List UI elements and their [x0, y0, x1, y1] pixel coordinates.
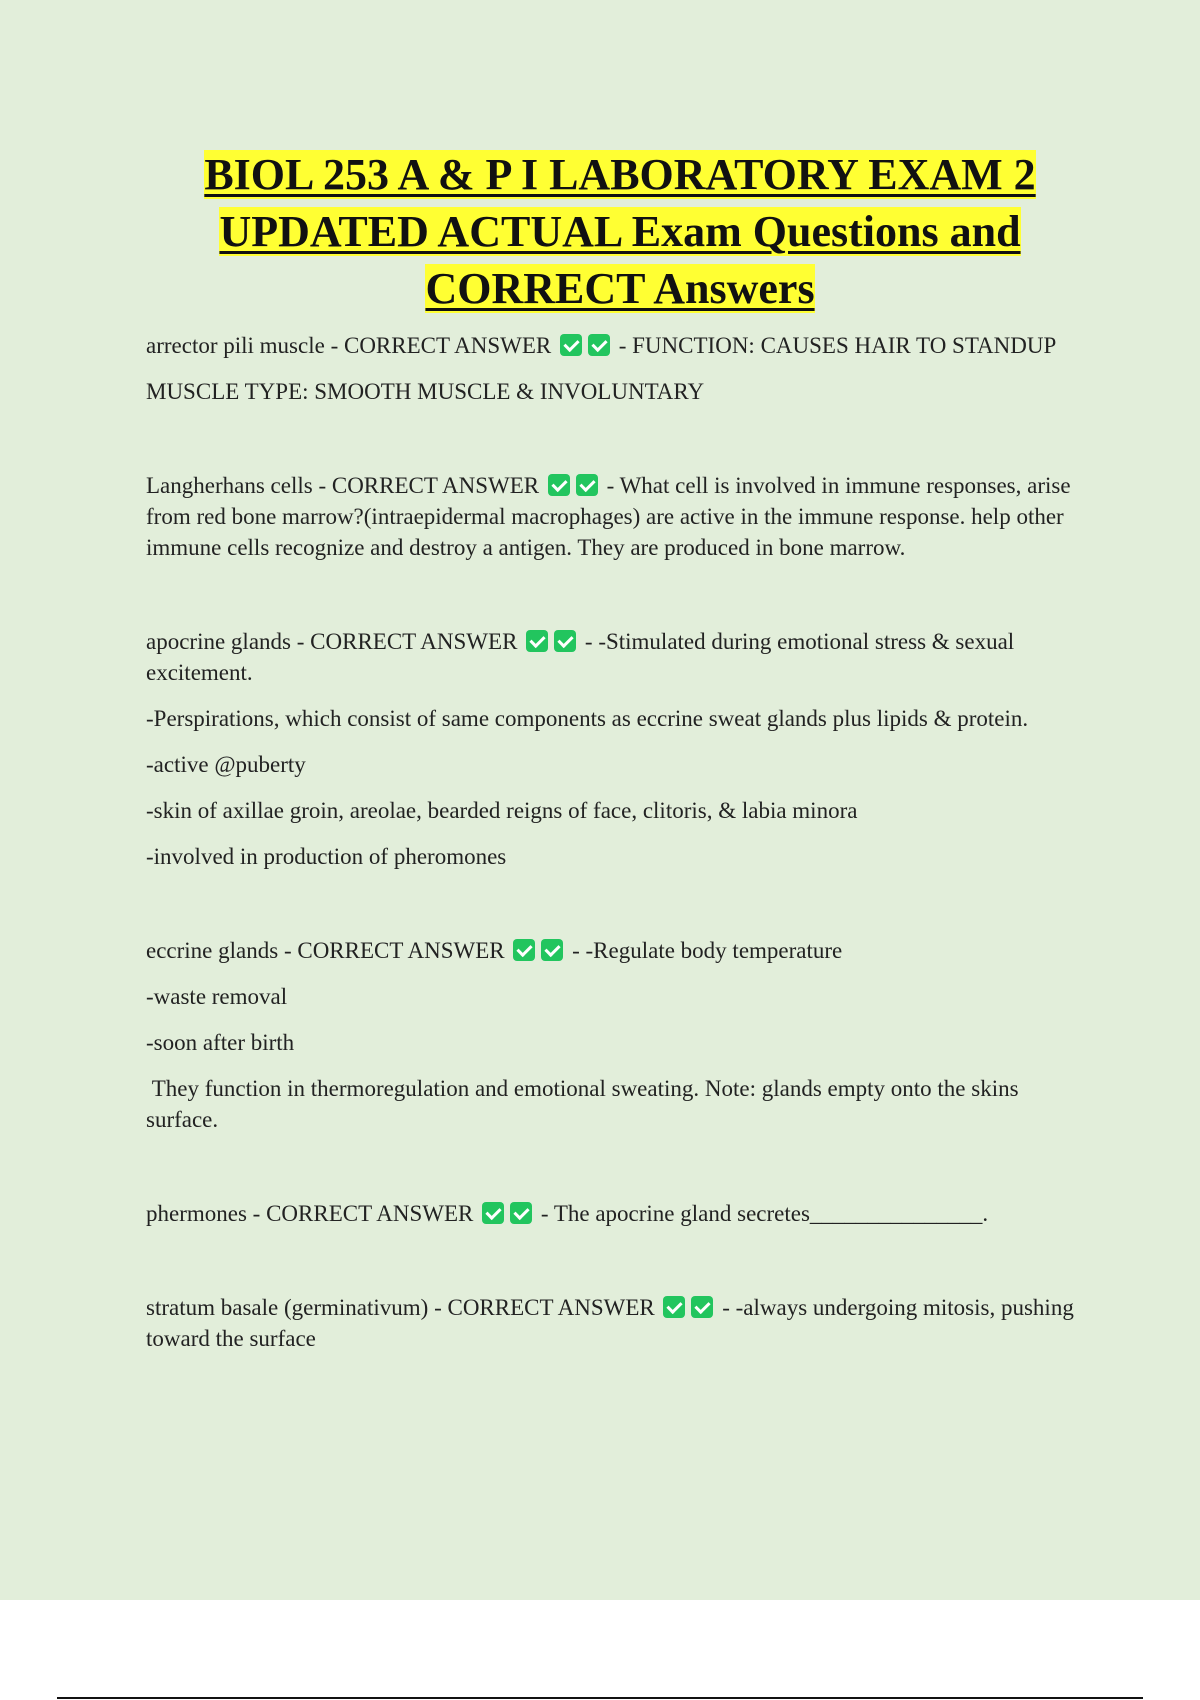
qa-entry	[146, 626, 1076, 872]
answer-line: -waste removal	[146, 984, 288, 1009]
term: phermones	[146, 1201, 247, 1226]
qa-entry	[146, 470, 1076, 563]
qa-entry-first-line: stratum basale (germinativum) - CORRECT ANSWER - -always undergoing mitosis, pushing toward the surface	[146, 1295, 1074, 1351]
green-checkmark-icon	[663, 1296, 685, 1318]
answer-text: - -Regulate body temperature	[572, 938, 843, 963]
footer-divider	[57, 1697, 1143, 1699]
qa-entry-first-line: arrector pili muscle - CORRECT ANSWER - FUNCTION: CAUSES HAIR TO STANDUP	[146, 333, 1057, 358]
green-checkmark-icon	[576, 474, 598, 496]
qa-entry	[146, 1292, 1076, 1354]
qa-entry-first-line: phermones - CORRECT ANSWER - The apocrine gland secretes_______________.	[146, 1201, 989, 1226]
answer-line: -involved in production of pheromones	[146, 844, 507, 869]
green-checkmark-icon	[554, 630, 576, 652]
correct-answer-label: CORRECT ANSWER	[343, 333, 552, 358]
qa-list	[146, 330, 1076, 1354]
green-checkmark-icon	[588, 334, 610, 356]
green-checkmark-icon	[510, 1202, 532, 1224]
correct-answer-label: CORRECT ANSWER	[310, 629, 518, 654]
qa-entry	[146, 935, 1076, 1135]
answer-text: - The apocrine gland secretes_______________.	[540, 1201, 989, 1226]
green-checkmark-icon	[560, 334, 582, 356]
green-checkmark-icon	[691, 1296, 713, 1318]
answer-line: -Perspirations, which consist of same components as eccrine sweat glands plus lipids & protein.	[146, 706, 1029, 731]
answer-line: They function in thermoregulation and emotional sweating. Note: glands empty onto the skins surface.	[146, 1076, 1025, 1132]
green-checkmark-icon	[548, 474, 570, 496]
green-checkmark-icon	[541, 939, 563, 961]
qa-entry-first-line: apocrine glands - CORRECT ANSWER - -Stimulated during emotional stress & sexual excitement.	[146, 629, 1015, 685]
term: stratum basale (germinativum)	[146, 1295, 429, 1320]
correct-answer-label: CORRECT ANSWER	[266, 1201, 474, 1226]
term: apocrine glands	[146, 629, 291, 654]
document-title	[140, 146, 1100, 317]
term: arrector pili muscle	[146, 333, 325, 358]
qa-entry	[146, 330, 1076, 407]
answer-line: MUSCLE TYPE: SMOOTH MUSCLE & INVOLUNTARY	[146, 379, 705, 404]
correct-answer-label: CORRECT ANSWER	[297, 938, 505, 963]
document-title-text: BIOL 253 A & P I LABORATORY EXAM 2 UPDATED ACTUAL Exam Questions and CORRECT Answers	[204, 150, 1036, 313]
green-checkmark-icon	[526, 630, 548, 652]
answer-text: - What cell is involved in immune responses, arise from red bone marrow?(intraepidermal macrophages) are active in the immune response. help other immune cells recognize and destroy a antigen. They are produced in bone marrow.	[146, 473, 1071, 560]
answer-text: - -always undergoing mitosis, pushing toward the surface	[146, 1295, 1074, 1351]
green-checkmark-icon	[482, 1202, 504, 1224]
answer-line: -active @puberty	[146, 752, 306, 777]
qa-entry-first-line: Langherhans cells - CORRECT ANSWER - What cell is involved in immune responses, arise from red bone marrow?(intraepidermal macrophages) are active in the immune response. help other immune cells recognize and destroy a antigen. They are produced in bone marrow.	[146, 473, 1071, 560]
correct-answer-label: CORRECT ANSWER	[447, 1295, 655, 1320]
green-checkmark-icon	[513, 939, 535, 961]
answer-text: - FUNCTION: CAUSES HAIR TO STANDUP	[618, 333, 1057, 358]
qa-entry	[146, 1198, 1076, 1229]
qa-entry-first-line: eccrine glands - CORRECT ANSWER - -Regulate body temperature	[146, 938, 843, 963]
answer-line: -skin of axillae groin, areolae, bearded reigns of face, clitoris, & labia minora	[146, 798, 858, 823]
correct-answer-label: CORRECT ANSWER	[331, 473, 540, 498]
term: Langherhans cells	[146, 473, 313, 498]
term: eccrine glands	[146, 938, 279, 963]
answer-text: - -Stimulated during emotional stress & sexual excitement.	[146, 629, 1015, 685]
answer-line: -soon after birth	[146, 1030, 295, 1055]
